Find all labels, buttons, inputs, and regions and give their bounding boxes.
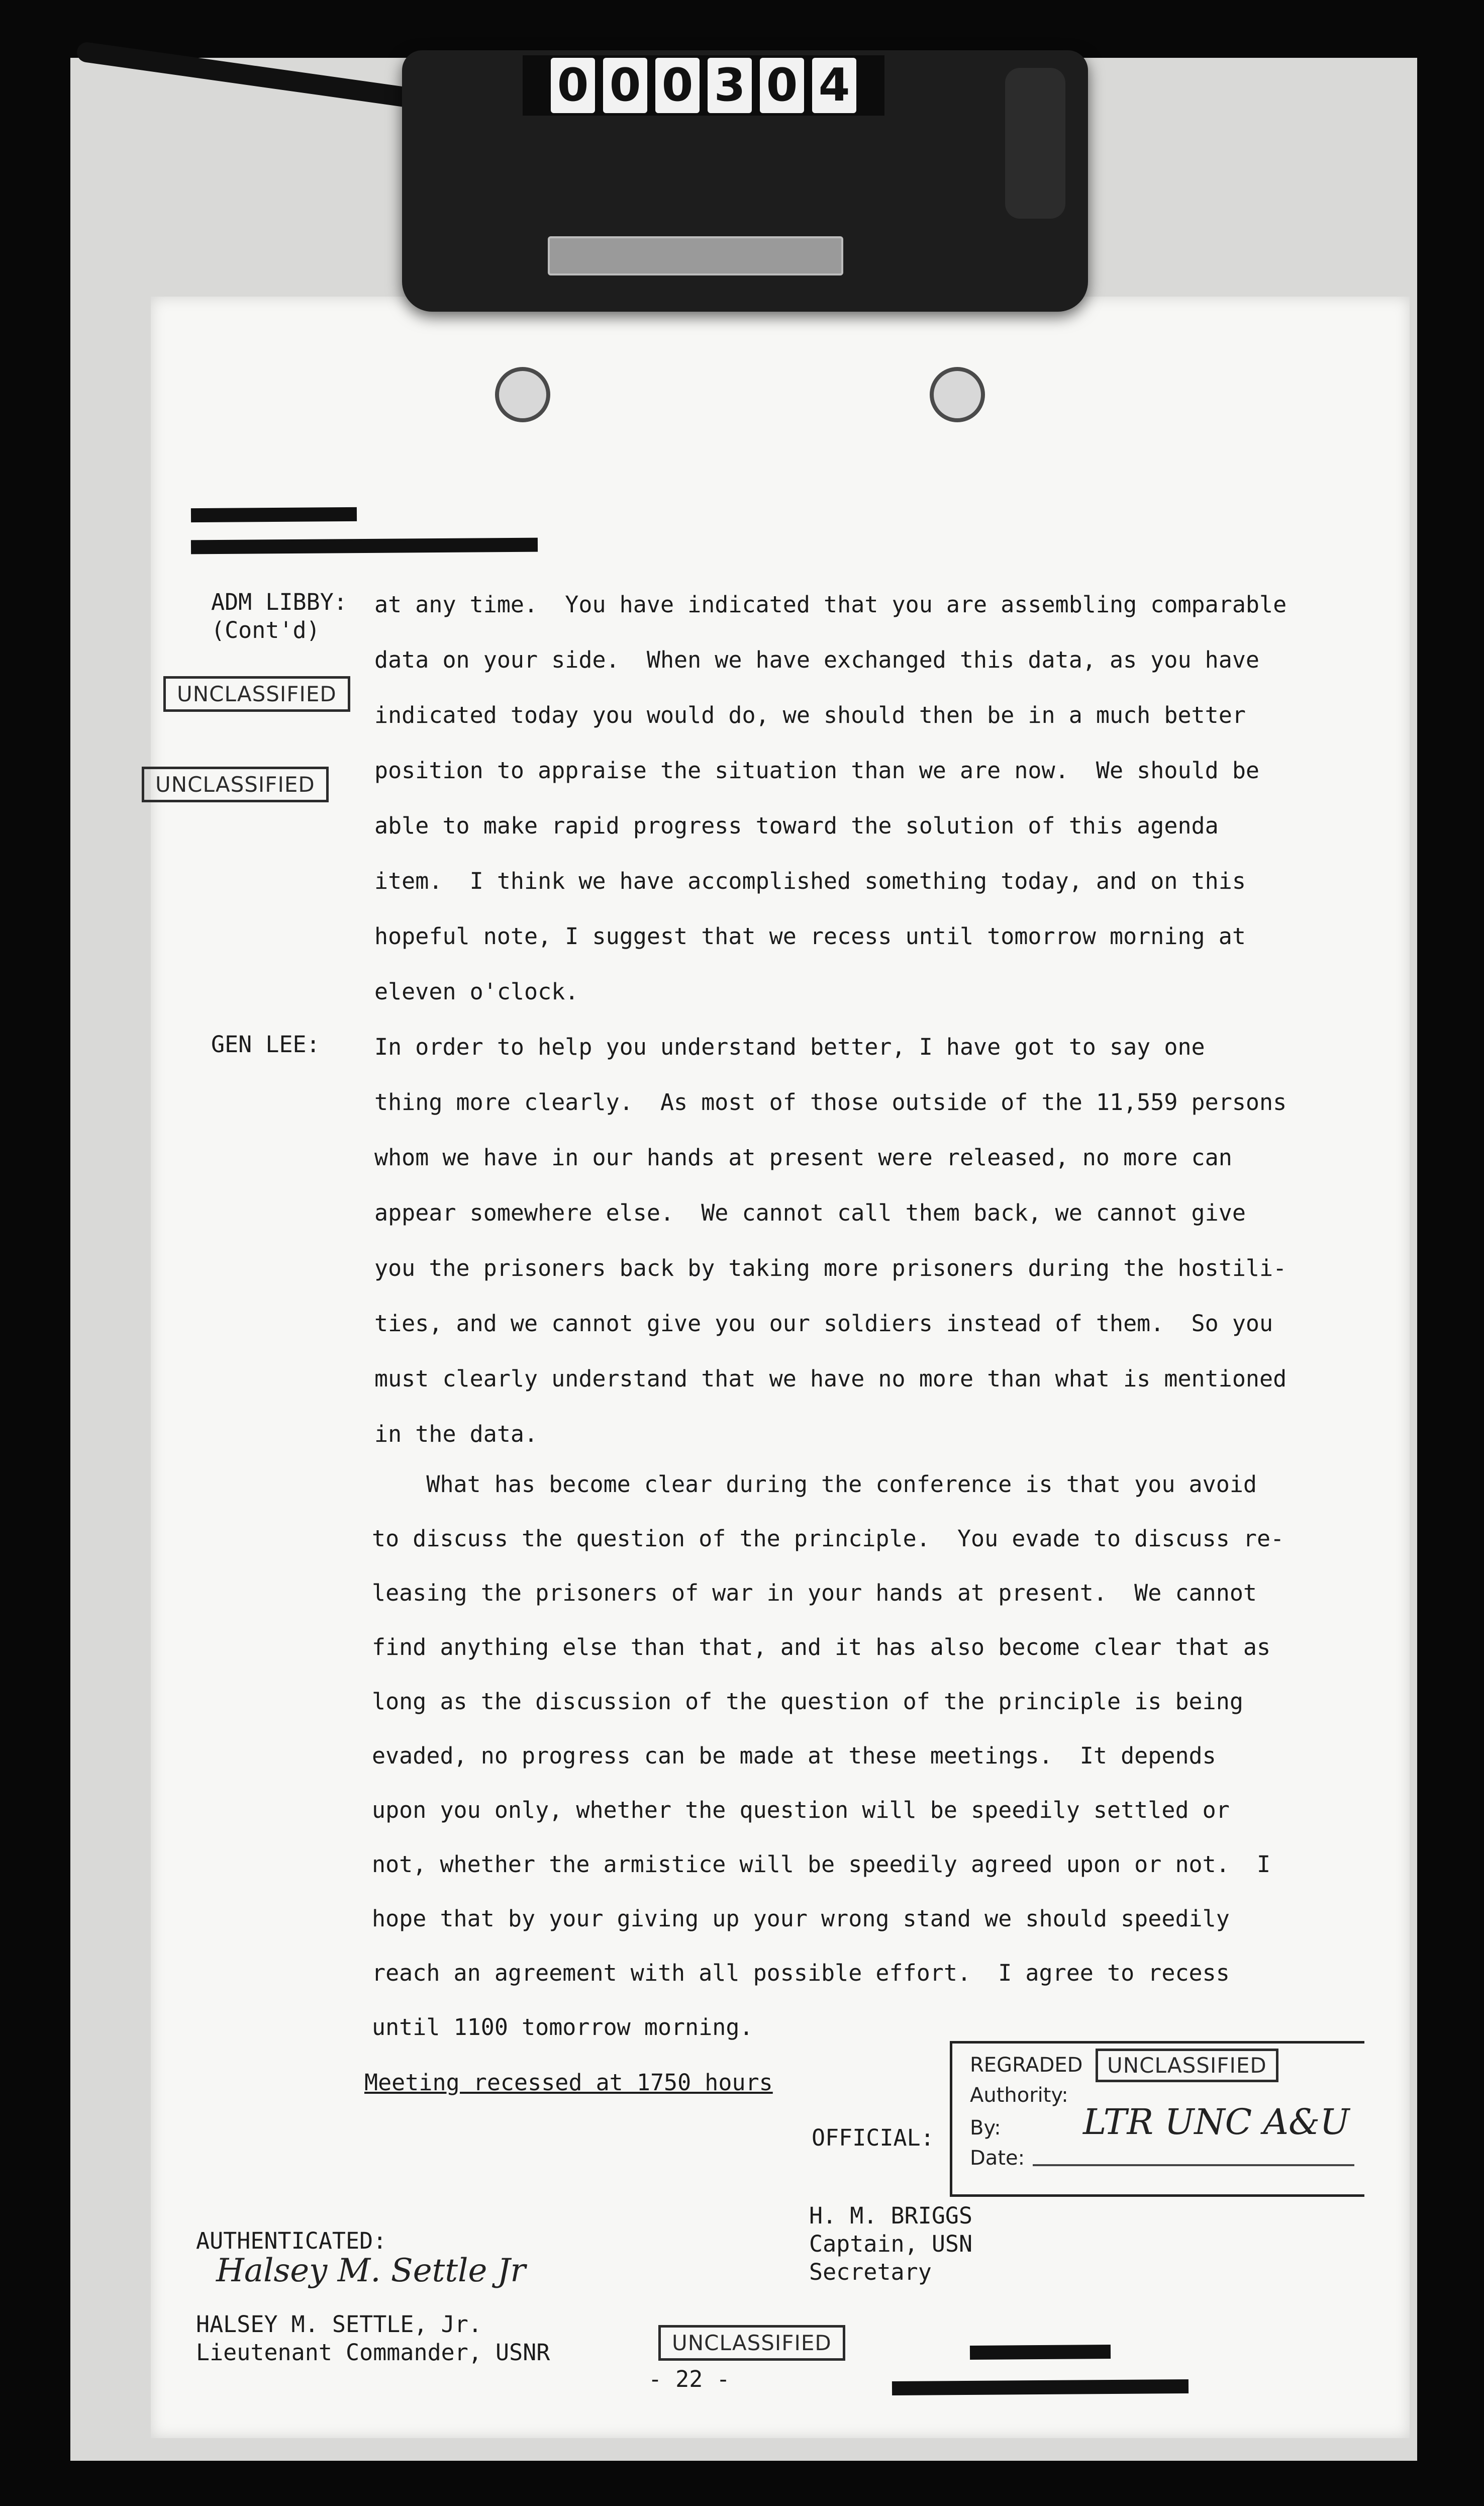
text-line: reach an agreement with all possible effort. I agree to recess (372, 1960, 1230, 1986)
text-line: What has become clear during the conference is that you avoid (372, 1471, 1257, 1498)
redaction-bar (970, 2345, 1111, 2360)
redaction-bar (892, 2379, 1189, 2395)
text-line: in the data. (374, 1421, 538, 1447)
authenticated-rank: Lieutenant Commander, USNR (196, 2339, 550, 2366)
text-line: whom we have in our hands at present were released, no more can (374, 1144, 1232, 1171)
text-line: leasing the prisoners of war in your hands at present. We cannot (372, 1580, 1257, 1606)
unclassified-stamp: UNCLASSIFIED (658, 2325, 845, 2361)
handwritten-signature: Halsey M. Settle Jr (216, 2252, 526, 2289)
libby-statement (374, 591, 1287, 1033)
counter-digit: 4 (812, 58, 856, 113)
text-line: you the prisoners back by taking more prisoners during the hostili- (374, 1255, 1287, 1281)
punch-hole (495, 367, 550, 422)
counter-knob (1005, 68, 1065, 219)
lee-statement-para1 (374, 1033, 1287, 1475)
lee-statement-para2 (372, 1470, 1284, 2068)
text-line: hope that by your giving up your wrong stand we should speedily (372, 1905, 1230, 1932)
text-line: hopeful note, I suggest that we recess until tomorrow morning at (374, 923, 1246, 950)
text-line: until 1100 tomorrow morning. (372, 2014, 753, 2040)
counter-digit: 0 (603, 58, 647, 113)
date-line (1033, 2164, 1354, 2166)
unclassified-stamp: UNCLASSIFIED (163, 676, 350, 712)
regraded-label: REGRADED (970, 2054, 1083, 2077)
text-line: evaded, no progress can be made at these meetings. It depends (372, 1742, 1216, 1769)
text-line: upon you only, whether the question will be speedily settled or (372, 1797, 1230, 1823)
text-line: appear somewhere else. We cannot call them back, we cannot give (374, 1199, 1246, 1226)
official-label: OFFICIAL: (812, 2124, 934, 2151)
counter-digit: 0 (760, 58, 804, 113)
recess-note: Meeting recessed at 1750 hours (364, 2069, 773, 2096)
punch-hole (930, 367, 985, 422)
official-rank: Captain, USN (809, 2231, 973, 2257)
text-line: must clearly understand that we have no more than what is mentioned (374, 1365, 1287, 1392)
unclassified-stamp: UNCLASSIFIED (142, 767, 329, 802)
speaker-label-contd: (Cont'd) (211, 617, 320, 643)
speaker-label: GEN LEE: (211, 1031, 320, 1058)
text-line: to discuss the question of the principle. You evade to discuss re- (372, 1525, 1284, 1552)
text-line: position to appraise the situation than we are now. We should be (374, 757, 1259, 784)
redaction-bar (191, 538, 538, 554)
counter-digit: 0 (551, 58, 595, 113)
page-number: - 22 - (648, 2366, 730, 2392)
official-name: H. M. BRIGGS (809, 2202, 973, 2229)
text-line: thing more clearly. As most of those outside of the 11,559 persons (374, 1089, 1287, 1116)
regraded-unclassified-stamp: UNCLASSIFIED (1096, 2049, 1278, 2082)
redaction-bar (191, 507, 357, 522)
text-line: long as the discussion of the question of the principle is being (372, 1688, 1243, 1715)
date-label: Date: (970, 2147, 1025, 2170)
authority-label: Authority: (970, 2084, 1068, 2107)
text-line: able to make rapid progress toward the solution of this agenda (374, 812, 1219, 839)
authenticated-name: HALSEY M. SETTLE, Jr. (196, 2311, 482, 2338)
text-line: item. I think we have accomplished something today, and on this (374, 868, 1246, 894)
text-line: data on your side. When we have exchanged this data, as you have (374, 646, 1259, 673)
counter-digit: 3 (708, 58, 752, 113)
text-line: at any time. You have indicated that you are assembling comparable (374, 591, 1287, 618)
text-line: ties, and we cannot give you our soldiers instead of them. So you (374, 1310, 1273, 1337)
counter-nameplate (548, 236, 843, 275)
text-line: indicated today you would do, we should then be in a much better (374, 702, 1246, 728)
text-line: In order to help you understand better, I have got to say one (374, 1034, 1205, 1060)
text-line: eleven o'clock. (374, 978, 579, 1005)
speaker-label: ADM LIBBY: (211, 589, 347, 615)
counter-digit: 0 (655, 58, 700, 113)
counter-window (523, 55, 884, 116)
regraded-box (950, 2041, 1364, 2197)
by-label: By: (970, 2116, 1001, 2140)
by-handwritten-value: LTR UNC A&U (1083, 2101, 1350, 2143)
authenticated-label: AUTHENTICATED: (196, 2227, 387, 2254)
official-title: Secretary (809, 2259, 932, 2285)
text-line: find anything else than that, and it has also become clear that as (372, 1634, 1271, 1660)
text-line: not, whether the armistice will be speedily agreed upon or not. I (372, 1851, 1271, 1878)
